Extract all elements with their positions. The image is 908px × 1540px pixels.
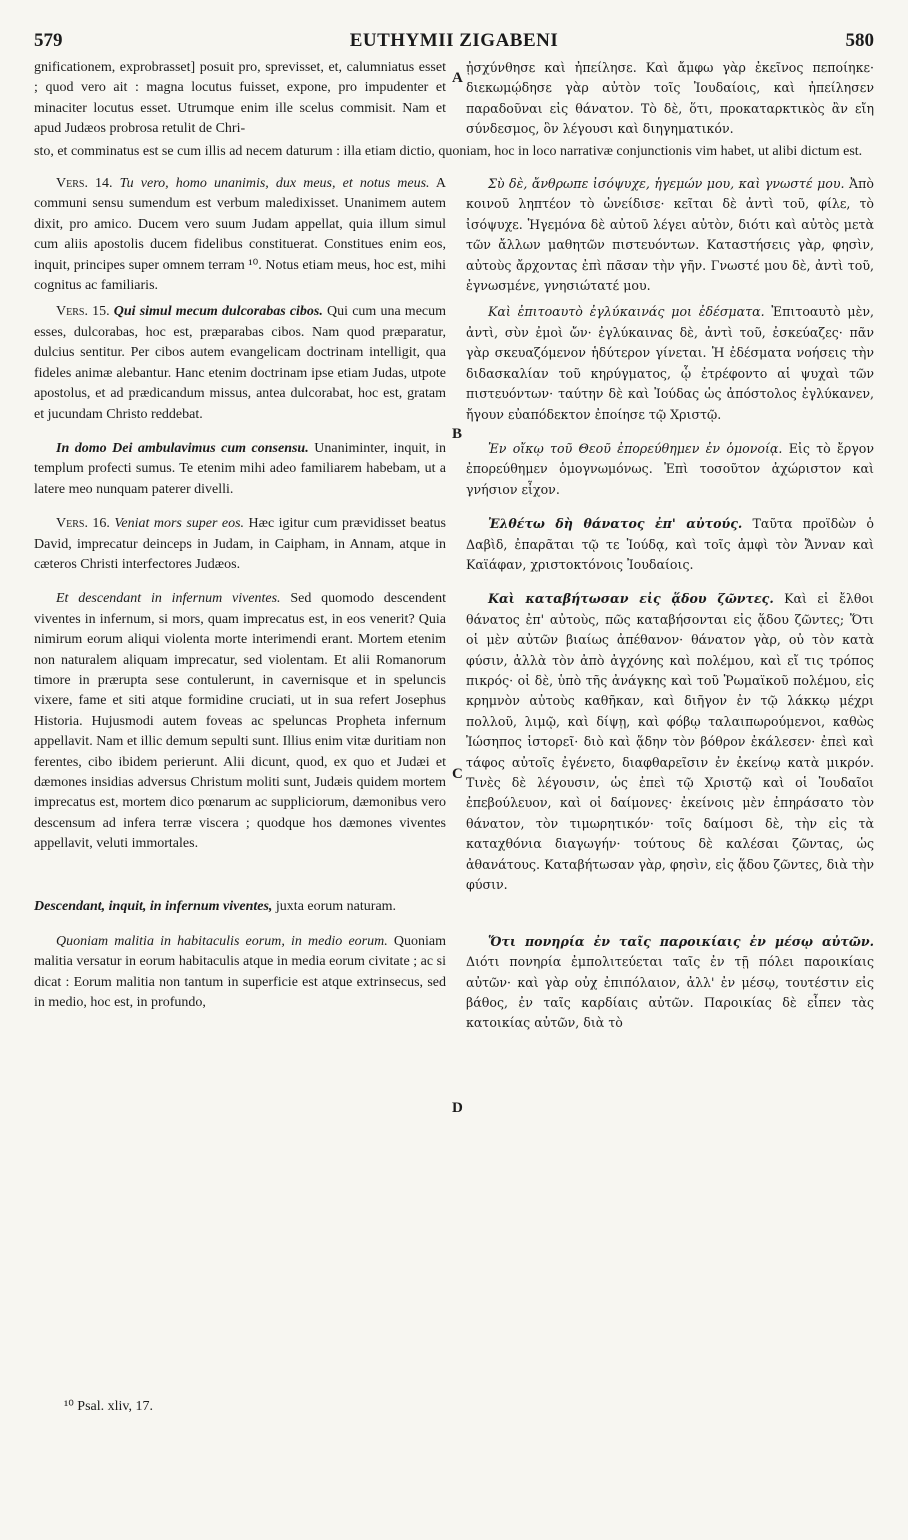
- latin-text: A communi sensu sumendum est verbum maledixisset. Unanimem autem dixit, pro amico. Ducem vero suum Judam appellat, quia illum simul cum aliis apostolis ducem fidelibus constituerat. Constitues enim eos, inquit, principes super omnem terram ¹⁰. Notus etiam meus, hoc est, mihi cognitus ac familiaris.: [34, 176, 446, 294]
- latin-paragraph: [34, 439, 446, 500]
- greek-text: Ἀπὸ κοινοῦ ληπτέον τὸ ὠνείδισε· κεῖται δὲ ἀντὶ τοῦ, φίλε, τὸ ἰσόψυχε. Ἡγεμόνα δὲ αὐτοῦ λέγει αὐτὸν, διότι καὶ αὐτὸς μετὰ τῶν ἄλλων μαθητῶν πιστευόντων. Καταστήσεις γὰρ, φησὶν, αὐτοὺς ἄρχοντας ἐπὶ πᾶσαν τὴν γῆν. Γνωστέ μου δὲ, ἀντὶ τοῦ, ἐγνωσμένε, γνησιώτατέ μου.: [466, 176, 874, 294]
- latin-paragraph: [34, 932, 446, 1014]
- running-title: EUTHYMII ZIGABENI: [349, 30, 559, 51]
- greek-text: Εἰς τὸ ἔργον ἐπορεύθημεν ὁμογνωμόνως. Ἐπὶ τοσοῦτον ἀχώριστον καὶ γνήσιον εἶχον.: [466, 440, 874, 497]
- section-in-domo: [34, 439, 874, 500]
- latin-paragraph: [34, 589, 446, 854]
- greek-paragraph: [466, 514, 874, 575]
- latin-lemma: Descendant, inquit, in infernum viventes,: [34, 899, 273, 915]
- greek-paragraph: [466, 439, 874, 500]
- full-width-paragraph: [34, 897, 874, 917]
- latin-paragraph: [34, 514, 446, 575]
- greek-paragraph: ᾐσχύνθησε καὶ ἠπείλησε. Καὶ ἄμφω γὰρ ἐκεῖνος πεποίηκε· διεκωμῴδησε γὰρ αὐτὸν τοῖς Ἰουδαίοις, καὶ ἠπείλησεν παραδοῦναι εἰς θάνατον. Τὸ δὲ, ὅτι, προκαταρκτικὸς ἂν εἴη σύνδεσμος, ὃν λέγουσι καὶ διηγηματικόν.: [466, 60, 874, 137]
- greek-paragraph: [466, 932, 874, 1034]
- greek-paragraph: [466, 589, 874, 895]
- greek-lemma: Ἐν οἴκῳ τοῦ Θεοῦ ἐπορεύθημεν ἐν ὁμονοίᾳ.: [488, 440, 783, 456]
- section-verse-14: [34, 174, 874, 296]
- section-quoniam: [34, 932, 874, 1034]
- greek-lemma: Καὶ ἐπιτοαυτὸ ἐγλύκαινάς μοι ἐδέσματα.: [488, 304, 765, 320]
- page-number-right: 580: [845, 30, 874, 51]
- footnote: ¹⁰ Psal. xliv, 17.: [64, 1399, 154, 1414]
- verse-number: Vers. 14.: [56, 176, 113, 192]
- greek-paragraph: [466, 174, 874, 296]
- section-descendant: [34, 589, 874, 895]
- latin-lemma: Veniat mors super eos.: [114, 516, 245, 532]
- latin-text: Qui cum una mecum esses, dulcorabas, hoc est, præparabas cibos. Nam quod præparatur, dulcius sentitur. Per cibos autem evangelicam doctrinam intelligit, qua fideles animæ alebantur. Hanc etenim doctrinam ipse etiam Judas, utpote apostolus, et ad prædicandum missus, antea dulcorabat, hoc est, gratam et jucundam Christo reddebat.: [34, 304, 447, 422]
- latin-paragraph: [34, 174, 446, 296]
- latin-paragraph: gnificationem, exprobrasset] posuit pro, sprevisset, et, calumniatus esset ; quod vero ait : magna locutus fuisset, expone, pro impudenter et minaciter locutus esset. Utrumque enim ille scelus commisit. Nam et apud Judæos probrosa retulit de Chri-: [34, 60, 446, 137]
- running-header: [34, 30, 874, 58]
- latin-lemma: Quoniam malitia in habitaculis eorum, in medio eorum.: [56, 933, 388, 949]
- page: [34, 30, 874, 1034]
- greek-text: Ἐπιτοαυτὸ μὲν, ἀντὶ, σὺν ἐμοὶ ὤν· ἐγλύκαινας δὲ, ἀντὶ τοῦ, ἐσκεύαζες· πᾶν γὰρ σκευαζόμενον ἡδύτερον γίνεται. Ἡ ἐδέσματα νοήσεις τὴν διδασκαλίαν τοῦ κηρύγματος, ᾧ ἐτρέφοντο αἱ ψυχαὶ τῶν πιστευόντων· ταύτην δὲ καὶ Ἰούδας ὡς ἀπόστολος ἐγλύκανεν, ἤγουν εὐαπόδεκτον ἐποίησε τῷ Χριστῷ.: [466, 304, 874, 422]
- greek-lemma: Ὅτι πονηρία ἐν ταῖς παροικίαις ἐν μέσῳ αὐτῶν.: [488, 933, 874, 949]
- verse-number: Vers. 16.: [56, 516, 110, 532]
- latin-lemma: Et descendant in infernum viventes.: [56, 591, 281, 607]
- margin-letter-c: C: [452, 766, 463, 782]
- margin-letter-a: A: [452, 70, 463, 86]
- margin-letter-b: B: [452, 426, 463, 442]
- margin-letter-d: D: [452, 1100, 463, 1116]
- section-verse-15: [34, 302, 874, 424]
- section-verse-16: [34, 514, 874, 575]
- full-width-paragraph: sto, et comminatus est se cum illis ad necem daturum : illa etiam dictio, quoniam, hoc in loco narrativæ conjunctionis vim habet, ut alibi dictum est.: [34, 143, 863, 159]
- page-number-left: 579: [34, 30, 63, 51]
- latin-lemma: Tu vero, homo unanimis, dux meus, et notus meus.: [119, 176, 430, 192]
- latin-text: juxta eorum naturam.: [275, 899, 397, 915]
- latin-text: Quoniam malitia versatur in eorum habitaculis atque in media eorum civitate ; ac si dicat : Eorum malitia non tantum in superficie est atque extrinsecus, sed in medio, hoc est, in profundo,: [34, 933, 446, 1011]
- verse-number: Vers. 15.: [56, 304, 110, 320]
- greek-lemma: Καὶ καταβήτωσαν εἰς ᾅδου ζῶντες.: [488, 591, 774, 607]
- greek-text: Καὶ εἰ ἔλθοι θάνατος ἐπ' αὐτοὺς, πῶς καταβήσονται εἰς ᾅδου ζῶντες; Ὅτι οἱ μὲν αὐτῶν βιαίως ἀπέθανον· θάνατον γὰρ, οὐ τὸν κατὰ φύσιν, ἀλλὰ τὸν ἀπὸ ἀγχόνης καὶ πολέμου, καὶ εἴ τις τρόπος πικρός· οἱ δὲ, ὑπὸ τῆς ἀνάγκης καὶ τοῦ Ῥωμαϊκοῦ πολέμου, εἰς κρημνὸν αὐτοὺς καθῆκαν, καὶ διῆγον ἐν τῷ λάκκῳ μέχρι πολλοῦ, λιμῷ, καὶ δίψῃ, καὶ φόβῳ ταλαιπωρούμενοι, καθὼς Ἰώσηπος ἱστορεῖ· διὸ καὶ ᾅδην τὸν βόθρον ἐκάλεσεν· ἐπεὶ καὶ τάφος αὐτοῖς ἐγένετο, διαφθαρεῖσιν ἐν ἐκείνῳ κατὰ μικρόν. Τινὲς δὲ λέγουσιν, ὡς ἐπεὶ τῷ Χριστῷ καὶ οἱ Ἰουδαῖοι ἐπεβούλευον, καὶ οἱ δαίμονες· ἐκείνοις μὲν ἐπηράσατο τὸν θάνατον, τὸν τιμωρητικόν· τοῖς δαίμοσι δὲ, τὴν εἰς τὰ καταχθόνια διαγωγήν· τούτους δὲ καλέσαι ζῶντας, ὡς ἀθανάτους. Καταβήτωσαν γὰρ, φησὶν, εἰς ᾅδου ζῶντες, διὰ τὴν φύσιν.: [466, 591, 874, 893]
- greek-text: Ταῦτα προϊδὼν ὁ Δαβὶδ, ἐπαρᾶται τῷ τε Ἰούδᾳ, καὶ τοῖς ἀμφὶ τὸν Ἄνναν καὶ Καϊάφαν, χριστοκτόνοις Ἰουδαίοις.: [466, 516, 874, 572]
- latin-lemma: Qui simul mecum dulcorabas cibos.: [113, 304, 323, 320]
- greek-text: Διότι πονηρία ἐμπολιτεύεται ταῖς ἐν τῇ πόλει παροικίαις αὐτῶν· καὶ γὰρ οὐχ ἐπιπόλαιον, ἀλλ' ἐν μέσῳ, τουτέστιν εἰς βάθος, ἐν ταῖς καρδίαις αὐτῶν. Παροικίας δὲ εἶπεν τὰς κατοικίας αὐτῶν, διὰ τὸ: [466, 954, 874, 1031]
- latin-lemma: In domo Dei ambulavimus cum consensu.: [56, 440, 309, 456]
- latin-text: Sed quomodo descendent viventes in infernum, si mors, quam imprecatus est, in eos venerit? Quia nimirum eorum aliqui violenta morte interimendi erant. Mortem etenim non naturalem aliquam imprecatur, sed violentam. Et alii Romanorum timore in prærupta sese contulerunt, in cavernisque et in speluncis vixere, fame et siti atque formidine cruciati, ut in sua refert Josephus Historia. Hujusmodi autem foveas ac speluncas Propheta infernum appellavit. Nam et illic demum sepulti sunt. Illius enim vitæ duritiam non ferentes, cibo ibidem perierunt. Alii dicunt, quod, ex quo et Judæi et dæmones insidias adversus Christum moliti sunt, Judæis quidem mortem imprecatus est, mortem dico pœnarum ac suppliciorum, dæmonibus vero descensum ad infera terræ viscera ; quodque hos dæmones viventes appellavit, veluti immortales.: [34, 591, 446, 852]
- greek-lemma: Σὺ δὲ, ἄνθρωπε ἰσόψυχε, ἡγεμών μου, καὶ γνωστέ μου.: [488, 176, 845, 192]
- greek-lemma: Ἐλθέτω δὴ θάνατος ἐπ' αὐτούς.: [488, 516, 743, 532]
- greek-paragraph: [466, 302, 874, 424]
- latin-paragraph: [34, 302, 446, 424]
- latin-text: Unaniminter, inquit, in templum profecti sumus. Te etenim mihi adeo familiarem habebam, ut a latere meo nunquam paterer divelli.: [34, 440, 447, 497]
- latin-text: Hæc igitur cum prævidisset beatus David, imprecatur deinceps in Judam, in Caipham, in Annam, atque in cæteros Christi interfectores Judæos.: [34, 516, 447, 572]
